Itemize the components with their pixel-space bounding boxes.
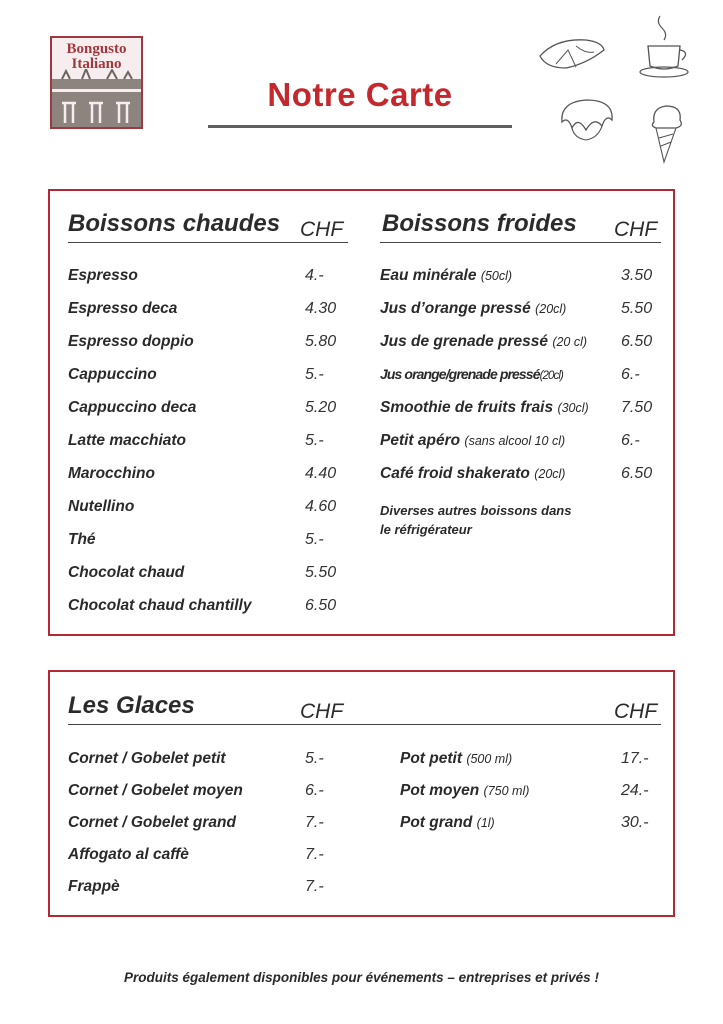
- cold-drinks-currency: CHF: [614, 218, 658, 241]
- menu-price: 5.-: [305, 750, 324, 767]
- menu-item: Eau minérale (50cl): [380, 267, 513, 284]
- menu-item: Frappè: [68, 878, 120, 895]
- crepe-icon: [536, 34, 608, 74]
- ice-cream-title: Les Glaces: [68, 692, 195, 719]
- croissant-icon: [556, 94, 618, 144]
- ice-cream-currency-right: CHF: [614, 700, 658, 723]
- menu-price: 6.-: [621, 432, 640, 449]
- menu-item: Petit apéro (sans alcool 10 cl): [380, 432, 566, 449]
- menu-item: Pot petit (500 ml): [400, 750, 513, 767]
- page-title: Notre Carte: [267, 76, 453, 113]
- menu-price: 3.50: [621, 267, 653, 284]
- menu-item: Cappuccino: [68, 366, 157, 383]
- menu-item: Cornet / Gobelet moyen: [68, 782, 243, 799]
- menu-price: 5.50: [305, 564, 337, 581]
- menu-price: 6.50: [621, 465, 653, 482]
- menu-price: 6.-: [621, 366, 640, 383]
- menu-price: 17.-: [621, 750, 649, 767]
- menu-item: Cornet / Gobelet grand: [68, 814, 236, 831]
- menu-price: 4.60: [305, 498, 337, 515]
- menu-price: 4.30: [305, 300, 337, 317]
- ice-cream-currency-left: CHF: [300, 700, 344, 723]
- footer-note: Produits également disponibles pour événements – entreprises et privés !: [124, 970, 599, 985]
- menu-item: Espresso doppio: [68, 333, 194, 350]
- menu-price: 24.-: [621, 782, 649, 799]
- menu-item: Affogato al caffè: [68, 846, 189, 863]
- ice-cream-icon: [646, 102, 688, 164]
- ice-cream-rule: [68, 724, 661, 725]
- menu-item: Jus de grenade pressé (20 cl): [380, 333, 588, 350]
- menu-item: Espresso deca: [68, 300, 178, 317]
- title-underline: [208, 125, 512, 128]
- menu-item: Jus orange/grenade pressé(20cl): [380, 366, 563, 382]
- menu-item: Chocolat chaud chantilly: [68, 597, 252, 614]
- menu-price: 5.50: [621, 300, 653, 317]
- logo: [50, 36, 143, 129]
- menu-price: 5.-: [305, 432, 324, 449]
- cold-drinks-rule: [380, 242, 661, 243]
- menu-price: 5.80: [305, 333, 337, 350]
- menu-item: Thé: [68, 531, 96, 548]
- menu-item: Jus d’orange pressé (20cl): [380, 300, 567, 317]
- menu-price: 7.50: [621, 399, 653, 416]
- menu-price: 7.-: [305, 814, 324, 831]
- menu-item: Café froid shakerato (20cl): [380, 465, 566, 482]
- menu-price: 6.-: [305, 782, 324, 799]
- menu-item: Cornet / Gobelet petit: [68, 750, 226, 767]
- menu-item: Pot grand (1l): [400, 814, 495, 831]
- menu-price: 7.-: [305, 878, 324, 895]
- menu-item: Smoothie de fruits frais (30cl): [380, 399, 589, 416]
- menu-item: Latte macchiato: [68, 432, 187, 449]
- cold-drinks-title: Boissons froides: [382, 210, 577, 237]
- menu-price: 5.20: [305, 399, 337, 416]
- menu-price: 4.-: [305, 267, 324, 284]
- menu-price: 30.-: [621, 814, 649, 831]
- cold-drinks-note: Diverses autres boissons dans le réfrigérateur: [380, 503, 572, 537]
- menu-item: Pot moyen (750 ml): [400, 782, 530, 799]
- menu-price: 5.-: [305, 366, 324, 383]
- logo-text: Bongusto Italiano: [66, 41, 127, 72]
- menu-price: 6.50: [305, 597, 337, 614]
- menu-price: 4.40: [305, 465, 337, 482]
- menu-price: 6.50: [621, 333, 653, 350]
- menu-price: 7.-: [305, 846, 324, 863]
- menu-item: Cappuccino deca: [68, 399, 197, 416]
- menu-item: Chocolat chaud: [68, 564, 185, 581]
- menu-item: Espresso: [68, 267, 138, 284]
- hot-drinks-title: Boissons chaudes: [68, 210, 281, 237]
- hot-drinks-rule: [68, 242, 348, 243]
- coffee-cup-icon: [638, 12, 694, 80]
- menu-item: Nutellino: [68, 498, 135, 515]
- menu-price: 5.-: [305, 531, 324, 548]
- logo-cafe-illustration: [52, 69, 141, 127]
- menu-item: Marocchino: [68, 465, 155, 482]
- hot-drinks-currency: CHF: [300, 218, 344, 241]
